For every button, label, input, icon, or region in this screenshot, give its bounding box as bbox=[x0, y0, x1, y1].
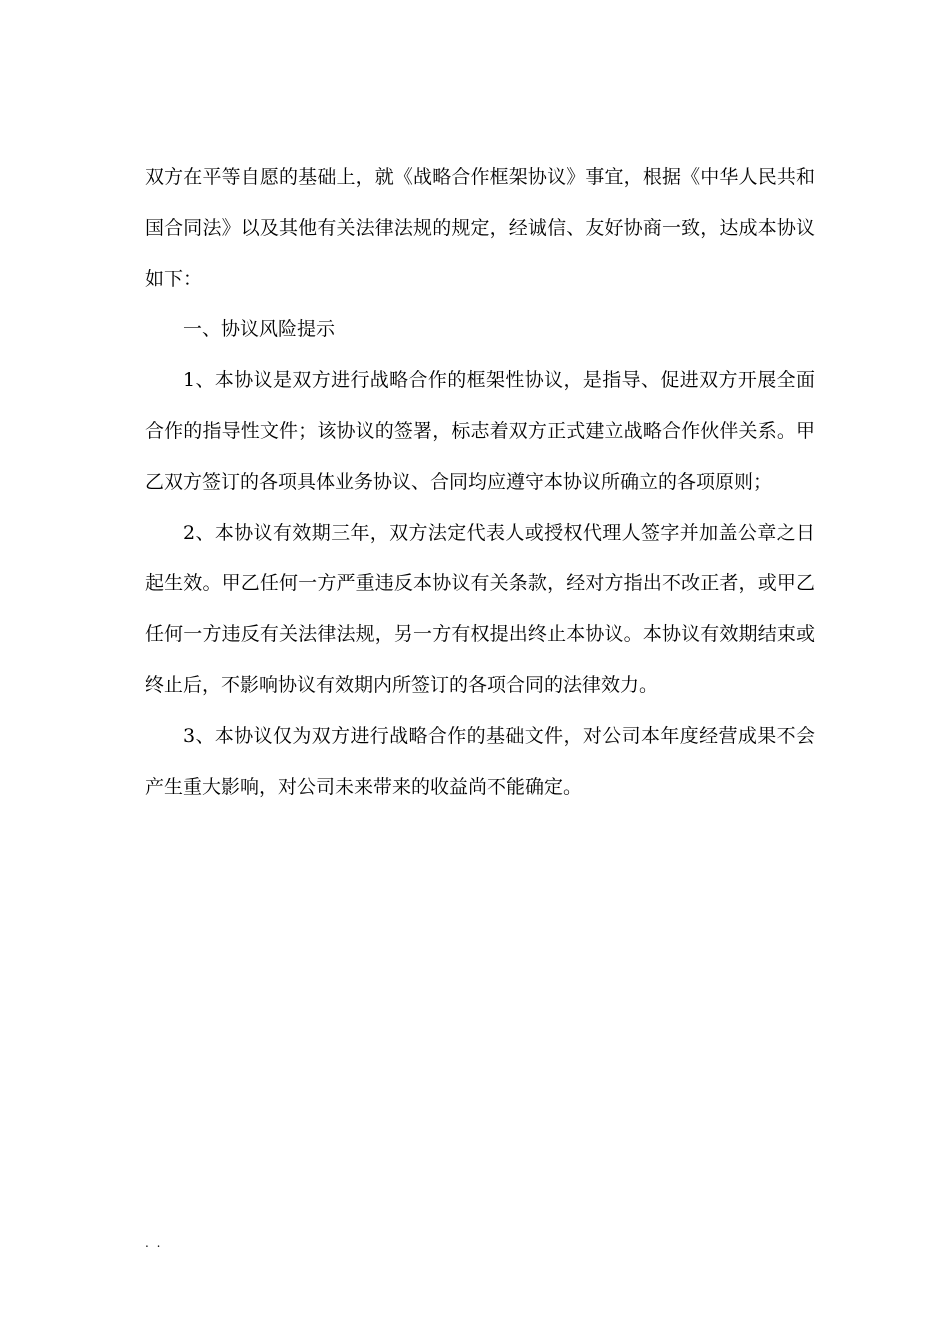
section-heading: 一、协议风险提示 bbox=[183, 318, 336, 341]
intro-paragraph: 双方在平等自愿的基础上，就《战略合作框架协议》事宜，根据《中华人民共和国合同法》以及其他有关法律法规的规定，经诚信、友好协商一致，达成本协议如下： bbox=[145, 166, 815, 290]
clause-2-paragraph: 2、本协议有效期三年，双方法定代表人或授权代理人签字并加盖公章之日起生效。甲乙任何一方严重违反本协议有关条款，经对方指出不改正者，或甲乙任何一方违反有关法律法规，另一方有权提出终止本协议。本协议有效期结束或终止后，不影响协议有效期内所签订的各项合同的法律效力。 bbox=[145, 521, 815, 696]
footer-mark: . . bbox=[145, 1236, 163, 1250]
clause-1-paragraph: 1、本协议是双方进行战略合作的框架性协议，是指导、促进双方开展全面合作的指导性文件；该协议的签署，标志着双方正式建立战略合作伙伴关系。甲乙双方签订的各项具体业务协议、合同均应遵守本协议所确立的各项原则； bbox=[145, 369, 815, 493]
document-body bbox=[145, 152, 815, 812]
clause-3-paragraph: 3、本协议仅为双方进行战略合作的基础文件，对公司本年度经营成果不会产生重大影响，对公司未来带来的收益尚不能确定。 bbox=[145, 724, 815, 798]
